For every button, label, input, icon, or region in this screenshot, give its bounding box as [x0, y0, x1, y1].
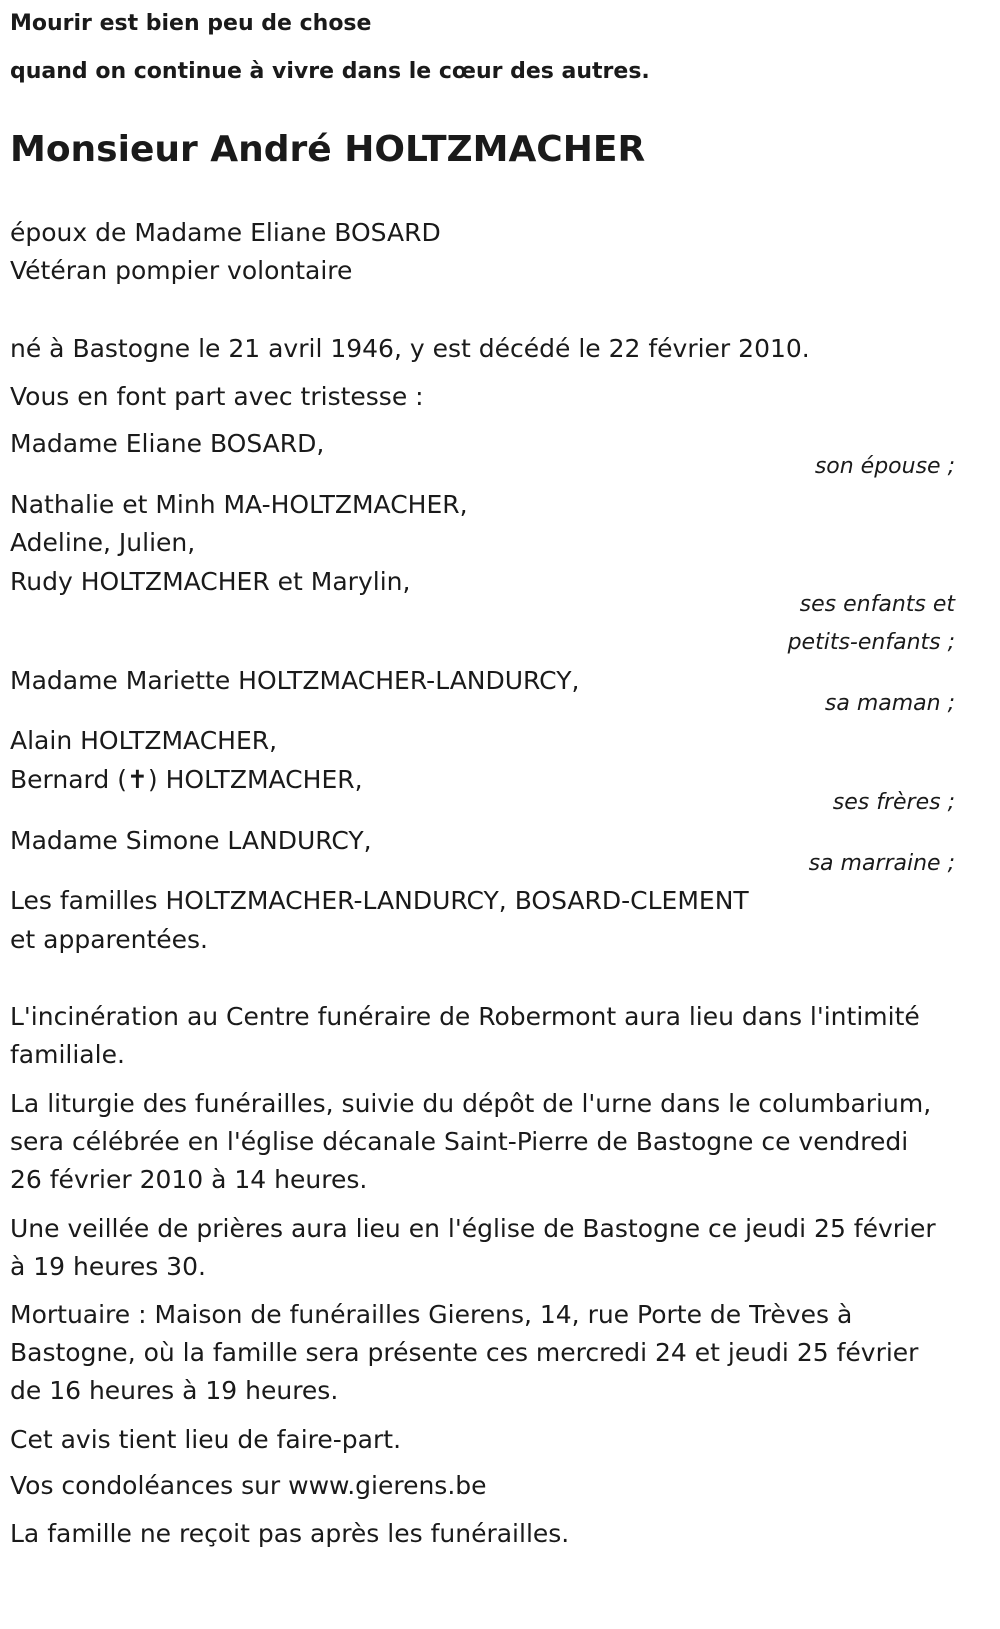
notice-line: Cet avis tient lieu de faire-part. — [10, 1425, 402, 1454]
relation-mother: sa maman ; — [824, 691, 955, 716]
mortuary-line-2: Bastogne, où la famille sera présente ces mercredi 24 et jeudi 25 février — [10, 1338, 919, 1367]
mortuary-line-3: de 16 heures à 19 heures. — [10, 1376, 339, 1405]
families-line-1: Les familles HOLTZMACHER-LANDURCY, BOSARD-CLEMENT — [10, 886, 749, 915]
family-brother-2: Bernard (✝) HOLTZMACHER, — [10, 765, 363, 794]
family-children-3: Rudy HOLTZMACHER et Marylin, — [10, 567, 411, 596]
title-line: Vétéran pompier volontaire — [10, 256, 353, 285]
liturgy-line-2: sera célébrée en l'église décanale Saint-Pierre de Bastogne ce vendredi — [10, 1127, 909, 1156]
relation-children-2: petits-enfants ; — [787, 630, 955, 655]
condolences-line: Vos condoléances sur www.gierens.be — [10, 1471, 487, 1500]
spouse-line: époux de Madame Eliane BOSARD — [10, 218, 441, 247]
mortuary-line-1: Mortuaire : Maison de funérailles Gierens, 14, rue Porte de Trèves à — [10, 1300, 853, 1329]
family-brother-1: Alain HOLTZMACHER, — [10, 726, 278, 755]
family-children-1: Nathalie et Minh MA-HOLTZMACHER, — [10, 490, 468, 519]
family-children-2: Adeline, Julien, — [10, 528, 196, 557]
cremation-line-2: familiale. — [10, 1040, 125, 1069]
family-spouse: Madame Eliane BOSARD, — [10, 429, 325, 458]
vigil-line-2: à 19 heures 30. — [10, 1252, 206, 1281]
family-mother: Madame Mariette HOLTZMACHER-LANDURCY, — [10, 666, 580, 695]
cremation-line-1: L'incinération au Centre funéraire de Robermont aura lieu dans l'intimité — [10, 1002, 920, 1031]
relation-spouse: son épouse ; — [814, 454, 955, 479]
no-reception-line: La famille ne reçoit pas après les funérailles. — [10, 1519, 570, 1548]
relation-brothers: ses frères ; — [832, 790, 955, 815]
families-line-2: et apparentées. — [10, 925, 208, 954]
announcement-intro: Vous en font part avec tristesse : — [10, 382, 424, 411]
relation-children-1: ses enfants et — [799, 592, 955, 617]
epigraph-line-1: Mourir est bien peu de chose — [10, 11, 372, 36]
epigraph-line-2: quand on continue à vivre dans le cœur des autres. — [10, 59, 650, 84]
liturgy-line-3: 26 février 2010 à 14 heures. — [10, 1165, 368, 1194]
birth-death-line: né à Bastogne le 21 avril 1946, y est décédé le 22 février 2010. — [10, 334, 810, 363]
relation-godmother: sa marraine ; — [808, 851, 955, 876]
family-godmother: Madame Simone LANDURCY, — [10, 826, 372, 855]
liturgy-line-1: La liturgie des funérailles, suivie du dépôt de l'urne dans le columbarium, — [10, 1089, 932, 1118]
vigil-line-1: Une veillée de prières aura lieu en l'église de Bastogne ce jeudi 25 février — [10, 1214, 936, 1243]
deceased-name: Monsieur André HOLTZMACHER — [10, 129, 646, 170]
